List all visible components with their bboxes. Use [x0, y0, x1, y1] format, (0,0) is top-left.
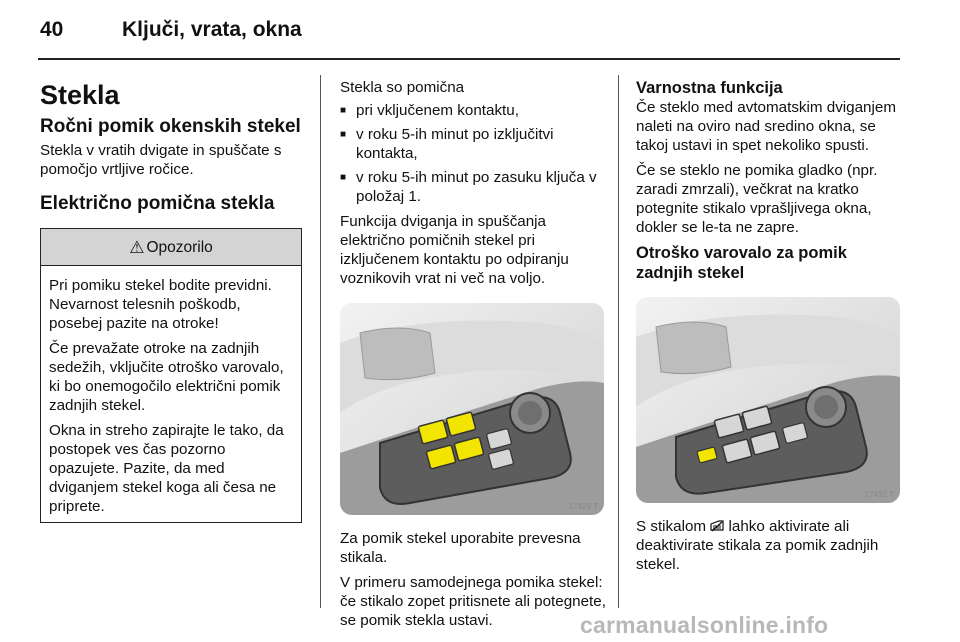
- list-item: ■ v roku 5-ih minut po izključitvi kontakta,: [340, 125, 608, 163]
- switch-usage-text: Za pomik stekel uporabite prevesna stikala.: [340, 530, 581, 566]
- page-number: 40: [40, 18, 64, 41]
- child-lock-text: [636, 517, 904, 574]
- list-item: ■ v roku 5-ih minut po zasuku ključa v položaj 1.: [340, 168, 608, 206]
- safety-function-heading: Varnostna funkcija: [636, 79, 783, 97]
- child-lock-heading: Otroško varovalo za pomik zadnjih stekel: [636, 244, 847, 282]
- warning-box: [40, 228, 302, 523]
- warning-paragraph: Če prevažate otroke na zadnjih sedežih, vključite otroško varovalo, ki bo onemogočilo električni pomik zadnjih stekel.: [49, 340, 284, 414]
- intro-text: Stekla so pomična: [340, 79, 465, 96]
- safety-text: Če steklo med avtomatskim dviganjem naleti na oviro nad sredino okna, se takoj ustavi in spet nekoliko spusti.: [636, 99, 896, 154]
- header-rule: [38, 58, 900, 60]
- column-divider: [320, 75, 321, 608]
- list-item: ■ pri vključenem kontaktu,: [340, 101, 608, 120]
- child-lock-window-icon: [710, 520, 724, 532]
- warning-triangle-icon: ⚠: [129, 237, 145, 257]
- warning-title: Opozorilo: [146, 238, 213, 256]
- watermark: carmanualsonline.info: [580, 612, 829, 638]
- function-text: Funkcija dviganja in spuščanja električno pomičnih stekel pri izključenem kontaktu po odpiranju voznikovih vrat ni več na voljo.: [340, 213, 569, 287]
- conditions-list: [340, 101, 608, 206]
- column-divider: [618, 75, 619, 608]
- electric-windows-heading: Električno pomična stekla: [40, 193, 275, 214]
- child-lock-photo: [636, 297, 900, 503]
- child-lock-text-before: S stikalom: [636, 518, 707, 535]
- window-switches-photo: [340, 303, 604, 515]
- column-middle: [340, 78, 608, 636]
- column-left: [40, 78, 302, 523]
- column-right: [636, 78, 904, 580]
- chapter-title: Ključi, vrata, okna: [122, 18, 302, 41]
- warning-header: [41, 229, 301, 266]
- frost-text: Če se steklo ne pomika gladko (npr. zaradi zmrzali), večkrat na kratko potegnite stikalo vprašljivega okna, dokler se le-ta ne zapre.: [636, 162, 878, 236]
- warning-paragraph: Pri pomiku stekel bodite previdni. Nevarnost telesnih poškodb, posebej pazite na otroke!: [49, 277, 272, 332]
- manual-windows-heading: Ročni pomik okenskih stekel: [40, 116, 301, 137]
- auto-stop-text: V primeru samodejnega pomika stekel: če stikalo zopet pritisnete ali potegnete, se pomik stekla ustavi.: [340, 574, 606, 629]
- manual-windows-text: Stekla v vratih dvigate in spuščate s pomočjo vrtljive ročice.: [40, 142, 282, 178]
- warning-body: [41, 266, 301, 522]
- image-code: 17429 T: [568, 502, 598, 511]
- child-lock-text-after: lahko aktivirate ali deaktivirate stikala za pomik zadnjih stekel.: [636, 518, 879, 573]
- warning-paragraph: Okna in streho zapirajte le tako, da postopek ves čas pozorno opazujete. Pazite, da med dviganjem stekel koga ali česa ne priprete.: [49, 422, 284, 515]
- section-title: Stekla: [40, 80, 120, 110]
- image-code: 17431 T: [864, 490, 894, 499]
